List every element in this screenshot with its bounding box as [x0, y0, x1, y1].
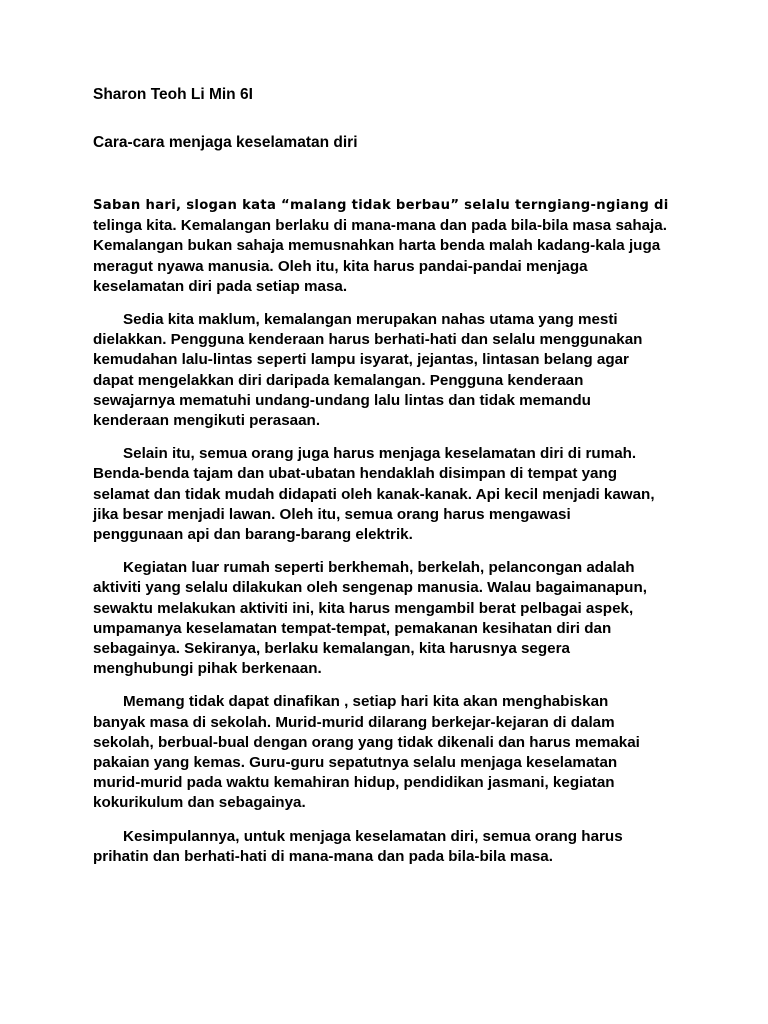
paragraph-line: umpamanya keselamatan tempat-tempat, pemakanan kesihatan diri dan: [93, 619, 612, 637]
paragraph-line: pakaian yang kemas. Guru-guru sepatutnya selalu menjaga keselamatan: [93, 754, 618, 772]
paragraph-line: meragut nyawa manusia. Oleh itu, kita harus pandai-pandai menjaga: [93, 257, 588, 275]
paragraph-2: [93, 310, 673, 431]
paragraph-4: [93, 558, 673, 679]
paragraph-line: Kesimpulannya, untuk menjaga keselamatan diri, semua orang harus: [123, 827, 623, 845]
paragraph-line: banyak masa di sekolah. Murid-murid dilarang berkejar-kejaran di dalam: [93, 713, 615, 731]
paragraph-line: Kegiatan luar rumah seperti berkhemah, berkelah, pelancongan adalah: [123, 559, 635, 577]
paragraph-line: kenderaan mengikuti perasaan.: [93, 412, 321, 430]
paragraph-3: [93, 444, 673, 545]
paragraph-6: [93, 827, 673, 867]
paragraph-line: keselamatan diri pada setiap masa.: [93, 277, 348, 295]
paragraph-line: kokurikulum dan sebagainya.: [93, 794, 306, 812]
paragraph-line: sewaktu melakukan aktiviti ini, kita harus mengambil berat pelbagai aspek,: [93, 599, 634, 617]
essay-title: Cara-cara menjaga keselamatan diri: [93, 134, 358, 151]
author-name: Sharon Teoh Li Min 6I: [93, 86, 253, 103]
paragraph-line: Selain itu, semua orang juga harus menjaga keselamatan diri di rumah.: [123, 445, 637, 463]
paragraph-line: penggunaan api dan barang-barang elektrik.: [93, 526, 413, 544]
essay-body: [93, 196, 673, 880]
paragraph-line: prihatin dan berhati-hati di mana-mana dan pada bila-bila masa.: [93, 847, 553, 865]
paragraph-1: [93, 196, 673, 297]
paragraph-line: murid-murid pada waktu kemahiran hidup, pendidikan jasmani, kegiatan: [93, 774, 615, 792]
paragraph-line: jika besar menjadi lawan. Oleh itu, semua orang harus mengawasi: [93, 505, 571, 523]
paragraph-line: Saban hari, slogan kata “malang tidak berbau” selalu terngiang-ngiang di: [93, 198, 669, 213]
paragraph-line: Benda-benda tajam dan ubat-ubatan hendaklah disimpan di tempat yang: [93, 465, 618, 483]
paragraph-line: menghubungi pihak berkenaan.: [93, 660, 322, 678]
paragraph-line: Memang tidak dapat dinafikan , setiap hari kita akan menghabiskan: [123, 693, 609, 711]
paragraph-line: selamat dan tidak mudah didapati oleh kanak-kanak. Api kecil menjadi kawan,: [93, 485, 655, 503]
paragraph-5: [93, 692, 673, 813]
paragraph-line: sekolah, berbual-bual dengan orang yang tidak dikenali dan harus memakai: [93, 733, 640, 751]
paragraph-line: aktiviti yang selalu dilakukan oleh sengenap manusia. Walau bagaimanapun,: [93, 579, 647, 597]
paragraph-line: dielakkan. Pengguna kenderaan harus berhati-hati dan selalu menggunakan: [93, 331, 643, 349]
paragraph-line: sewajarnya mematuhi undang-undang lalu lintas dan tidak memandu: [93, 391, 591, 409]
paragraph-line: kemudahan lalu-lintas seperti lampu isyarat, jejantas, lintasan belang agar: [93, 351, 629, 369]
paragraph-line: telinga kita. Kemalangan berlaku di mana-mana dan pada bila-bila masa sahaja.: [93, 217, 667, 235]
paragraph-line: Kemalangan bukan sahaja memusnahkan harta benda malah kadang-kala juga: [93, 237, 661, 255]
paragraph-line: sebagainya. Sekiranya, berlaku kemalangan, kita harusnya segera: [93, 640, 570, 658]
paragraph-line: dapat mengelakkan diri daripada kemalangan. Pengguna kenderaan: [93, 371, 584, 389]
paragraph-line: Sedia kita maklum, kemalangan merupakan nahas utama yang mesti: [123, 311, 618, 329]
